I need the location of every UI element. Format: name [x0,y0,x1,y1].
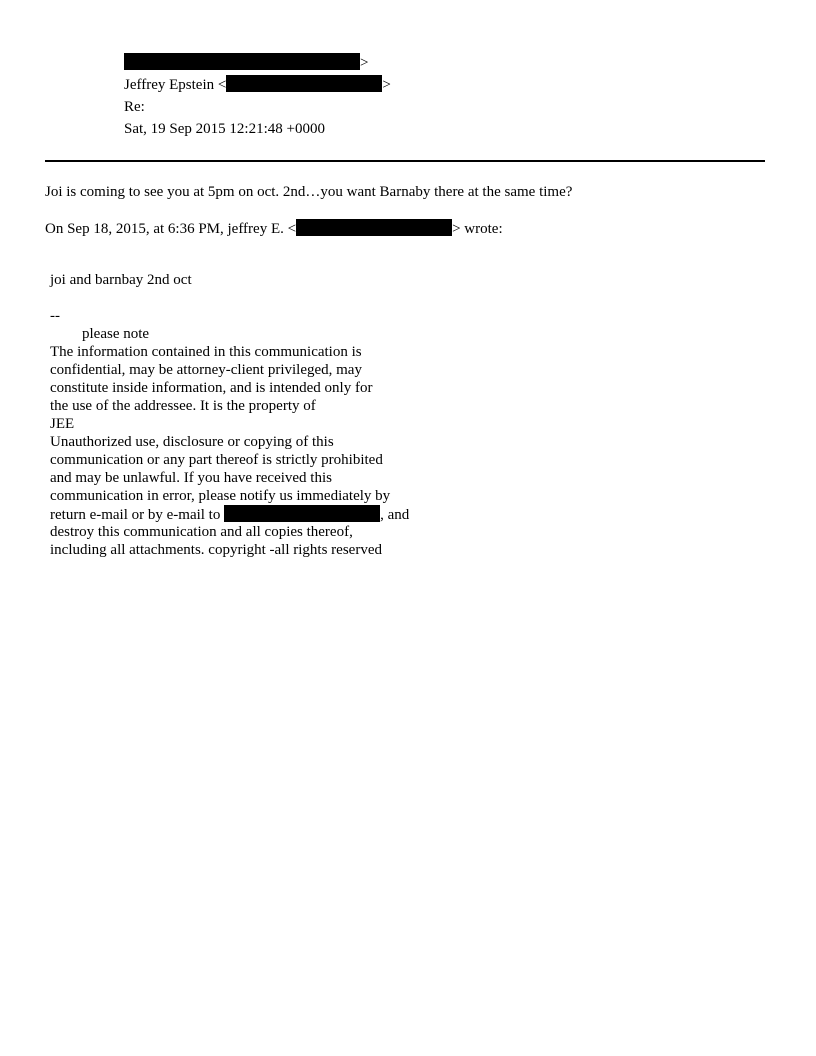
disclaimer-line: Unauthorized use, disclosure or copying of this [50,434,334,450]
disclaimer-line: The information contained in this communication is [50,344,362,360]
subject-value: Re: [124,99,145,115]
redaction-box [226,75,382,92]
from-value [124,53,368,73]
disclaimer-redact-prefix: return e-mail or by e-mail to [50,507,225,523]
disclaimer-line: the use of the addressee. It is the property of [50,398,316,414]
disclaimer-redact-suffix: , and [380,507,410,523]
disclaimer-line: communication or any part thereof is strictly prohibited [50,452,383,468]
to-suffix: > [382,77,391,93]
redaction-box [224,505,380,522]
disclaimer-line: constitute inside information, and is intended only for [50,380,373,396]
signature-note: please note [82,326,150,342]
quote-intro [45,219,503,238]
disclaimer-line: communication in error, please notify us immediately by [50,488,391,504]
disclaimer-line: JEE [50,416,75,432]
disclaimer-line: destroy this communication and all copies thereof, [50,524,353,540]
header-divider [45,160,765,162]
to-value [124,75,391,95]
disclaimer-line: confidential, may be attorney-client privileged, may [50,362,362,378]
message-body: Joi is coming to see you at 5pm on oct. 2nd…you want Barnaby there at the same time? [45,184,573,200]
redaction-box [296,219,452,236]
from-suffix: > [360,55,369,71]
signature-disclaimer [50,343,409,559]
disclaimer-line: and may be unlawful. If you have received this [50,470,332,486]
disclaimer-line: including all attachments. copyright -all rights reserved [50,542,382,558]
date-value: Sat, 19 Sep 2015 12:21:48 +0000 [124,121,325,137]
quoted-message: joi and barnbay 2nd oct [50,272,192,288]
quote-intro-suffix: > wrote: [452,221,503,237]
signature-dashes: -- [50,308,60,324]
disclaimer-line-redacted [50,505,409,523]
to-name: Jeffrey Epstein < [124,77,227,93]
quote-intro-text: On Sep 18, 2015, at 6:36 PM, jeffrey E. < [45,221,297,237]
redaction-box [124,53,360,70]
